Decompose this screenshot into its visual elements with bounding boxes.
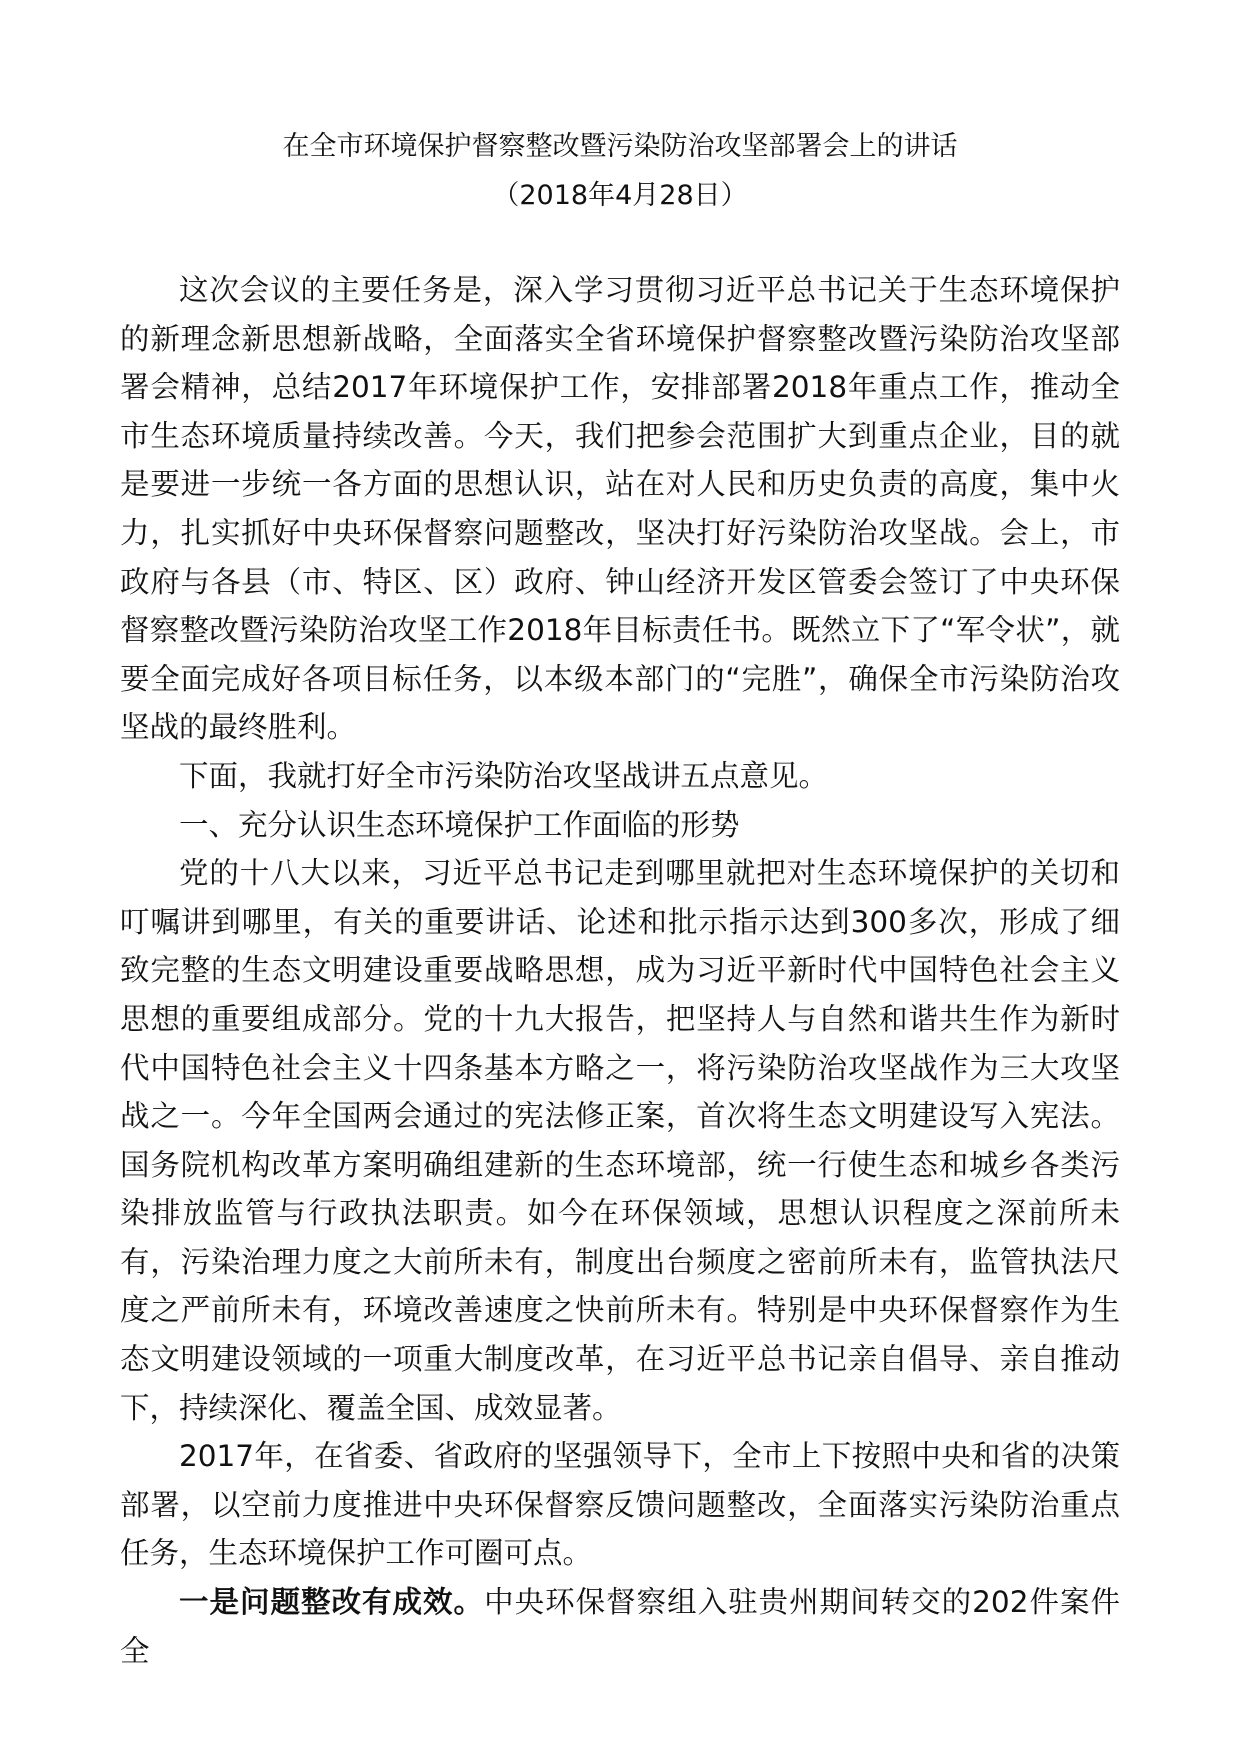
section-heading: 一、充分认识生态环境保护工作面临的形势 <box>179 807 740 842</box>
paragraph: 下面，我就打好全市污染防治攻坚战讲五点意见。 <box>179 758 829 793</box>
bold-lead-text: 一是问题整改有成效。 <box>179 1585 485 1620</box>
document-date: （2018年4月28日） <box>492 180 748 211</box>
paragraph-text: 中央环保督察组入驻贵州期间转交的202件案件全 <box>120 1585 1120 1668</box>
document-header <box>120 122 1120 220</box>
paragraph: 党的十八大以来，习近平总书记走到哪里就把对生态环境保护的关切和叮嘱讲到哪里，有关的重要讲话、论述和批示指示达到300多次，形成了细致完整的生态文明建设重要战略思想，成为习近平新时代中国特色社会主义思想的重要组成部分。党的十九大报告，把坚持人与自然和谐共生作为新时代中国特色社会主义十四条基本方略之一，将污染防治攻坚战作为三大攻坚战之一。今年全国两会通过的宪法修正案，首次将生态文明建设写入宪法。国务院机构改革方案明确组建新的生态环境部，统一行使生态和城乡各类污染排放监管与行政执法职责。如今在环保领域，思想认识程度之深前所未有，污染治理力度之大前所未有，制度出台频度之密前所未有，监管执法尺度之严前所未有，环境改善速度之快前所未有。特别是中央环保督察作为生态文明建设领域的一项重大制度改革，在习近平总书记亲自倡导、亲自推动下，持续深化、覆盖全国、成效显著。 <box>120 856 1120 1425</box>
paragraph: 这次会议的主要任务是，深入学习贯彻习近平总书记关于生态环境保护的新理念新思想新战略，全面落实全省环境保护督察整改暨污染防治攻坚部署会精神，总结2017年环境保护工作，安排部署2018年重点工作，推动全市生态环境质量持续改善。今天，我们把参会范围扩大到重点企业，目的就是要进一步统一各方面的思想认识，站在对人民和历史负责的高度，集中火力，扎实抓好中央环保督察问题整改，坚决打好污染防治攻坚战。会上，市政府与各县（市、特区、区）政府、钟山经济开发区管委会签订了中央环保督察整改暨污染防治攻坚工作2018年目标责任书。既然立下了“军令状”，就要全面完成好各项目标任务，以本级本部门的“完胜”，确保全市污染防治攻坚战的最终胜利。 <box>120 273 1120 745</box>
document-body <box>120 266 1120 1675</box>
paragraph <box>120 1578 1120 1675</box>
document-title: 在全市环境保护督察整改暨污染防治攻坚部署会上的讲话 <box>282 131 958 162</box>
paragraph: 2017年，在省委、省政府的坚强领导下，全市上下按照中央和省的决策部署，以空前力度推进中央环保督察反馈问题整改，全面落实污染防治重点任务，生态环境保护工作可圈可点。 <box>120 1439 1120 1571</box>
